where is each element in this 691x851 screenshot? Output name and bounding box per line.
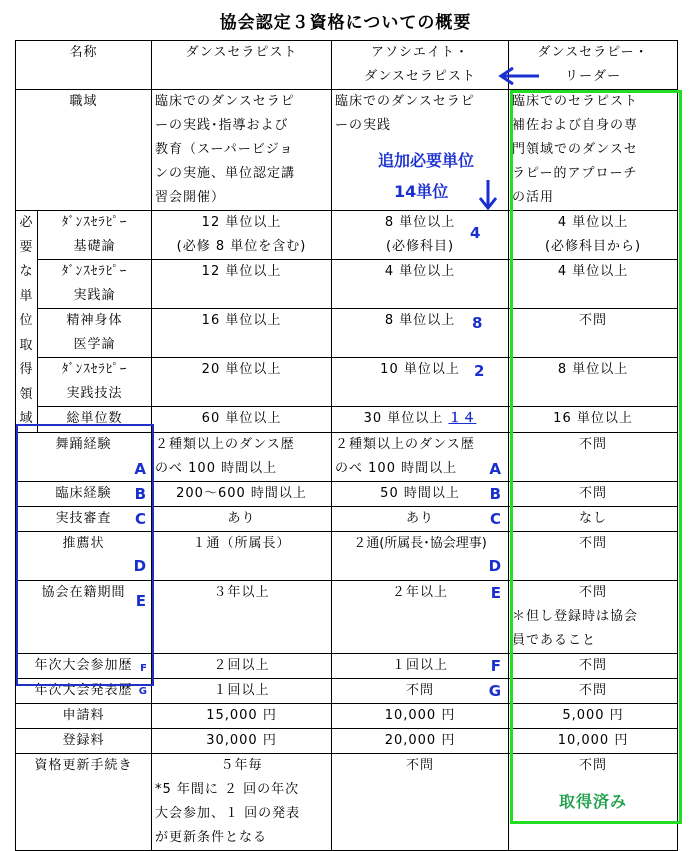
reg-fee-c2: 20,000 円 <box>332 728 509 753</box>
annual-attend-c2: １回以上 F <box>332 653 509 678</box>
unit-c2: 4 単位以上 <box>332 260 509 309</box>
recommend-c2: ２通(所属長･協会理事) D <box>332 531 509 580</box>
header-col3: ダンスセラピー・ リーダー <box>509 41 678 90</box>
down-arrow-icon <box>476 178 500 212</box>
renew-c1: ５年毎 *5 年間に ２ 回の年次 大会参加、１ 回の発表 が更新条件となる <box>152 753 332 850</box>
total-c3: 16 単位以上 <box>509 407 678 432</box>
header-col1: ダンスセラピスト <box>152 41 332 90</box>
header-row <box>16 41 678 90</box>
member-c2: ２年以上 E <box>332 580 509 653</box>
field-label: 職域 <box>16 90 152 211</box>
unit-c1: 12 単位以上 <box>152 260 332 309</box>
app-fee-label: 申請料 <box>16 703 152 728</box>
skill-c3: なし <box>509 506 678 531</box>
left-arrow-icon <box>497 64 541 88</box>
total-c1: 60 単位以上 <box>152 407 332 432</box>
annual-attend-c1: ２回以上 <box>152 653 332 678</box>
reg-fee-c3: 10,000 円 <box>509 728 678 753</box>
field-c2: 臨床でのダンスセラピ ーの実践 <box>332 90 509 211</box>
app-fee-c1: 15,000 円 <box>152 703 332 728</box>
annotation: 8 <box>472 314 484 333</box>
unit-c3: 8 単位以上 <box>509 358 678 407</box>
unit-c3: 4 単位以上 (必修科目から) <box>509 211 678 260</box>
app-fee-c3: 5,000 円 <box>509 703 678 728</box>
field-c3: 臨床でのセラピスト 補佐および自身の専 門領域でのダンスセ ラピー的アプローチ の活用 <box>509 90 678 211</box>
unit-c1: 16 単位以上 <box>152 309 332 358</box>
annual-present-c3: 不問 <box>509 678 678 703</box>
clinical-c2: 50 時間以上 B <box>332 481 509 506</box>
blue-highlight-box <box>16 424 154 686</box>
header-name: 名称 <box>16 41 152 90</box>
clinical-c3: 不問 <box>509 481 678 506</box>
unit-label: ﾀﾞﾝｽｾﾗﾋﾟｰ 基礎論 <box>38 211 152 260</box>
unit-c1: 20 単位以上 <box>152 358 332 407</box>
unit-c2: 8 単位以上 (必修科目) 4 <box>332 211 509 260</box>
page-title: 協会認定３資格についての概要 <box>219 13 472 33</box>
dance-c1: ２種類以上のダンス歴 のべ 100 時間以上 <box>152 432 332 481</box>
renew-c3: 不問 取得済み <box>509 753 678 850</box>
skill-label: 実技審査 C <box>16 506 152 531</box>
dance-c3: 不問 <box>509 432 678 481</box>
annual-present-label: 年次大会発表歴 G <box>16 678 152 703</box>
reg-fee-c1: 30,000 円 <box>152 728 332 753</box>
dance-c2: ２種類以上のダンス歴 のべ 100 時間以上 A <box>332 432 509 481</box>
annual-attend-label: 年次大会参加歴 F <box>16 653 152 678</box>
recommend-c1: １通（所属長） <box>152 531 332 580</box>
unit-group-label: 必 要 な 単 位 取 得 領 域 <box>16 211 38 433</box>
recommend-label: 推薦状 D <box>16 531 152 580</box>
member-c3: 不問 ＊但し登録時は協会 員であること <box>509 580 678 653</box>
unit-c1: 12 単位以上 (必修 8 単位を含む) <box>152 211 332 260</box>
header-col2: アソシエイト・ ダンスセラピスト <box>332 41 509 90</box>
unit-c2: 10 単位以上 2 <box>332 358 509 407</box>
unit-c3: 4 単位以上 <box>509 260 678 309</box>
app-fee-c2: 10,000 円 <box>332 703 509 728</box>
unit-label: 精神身体 医学論 <box>38 309 152 358</box>
acquired-label: 取得済み <box>559 791 628 811</box>
renew-label: 資格更新手続き <box>16 753 152 850</box>
annotation: １４ <box>448 411 477 427</box>
total-label: 総単位数 <box>38 407 152 432</box>
clinical-label: 臨床経験 B <box>16 481 152 506</box>
recommend-c3: 不問 <box>509 531 678 580</box>
green-highlight-box <box>510 90 682 824</box>
total-c2: 30 単位以上 １４ <box>332 407 509 432</box>
clinical-c1: 200～600 時間以上 <box>152 481 332 506</box>
unit-label: ﾀﾞﾝｽｾﾗﾋﾟｰ 実践技法 <box>38 358 152 407</box>
skill-c2: あり C <box>332 506 509 531</box>
member-c1: ３年以上 <box>152 580 332 653</box>
dance-label: 舞踊経験 A <box>16 432 152 481</box>
unit-c3: 不問 <box>509 309 678 358</box>
additional-units-annotation: 追加必要単位 14単位 <box>378 151 475 201</box>
annual-attend-c3: 不問 <box>509 653 678 678</box>
reg-fee-label: 登録料 <box>16 728 152 753</box>
annual-present-c1: １回以上 <box>152 678 332 703</box>
renew-c2: 不問 <box>332 753 509 850</box>
skill-c1: あり <box>152 506 332 531</box>
unit-c2: 8 単位以上 8 <box>332 309 509 358</box>
annotation: 4 <box>470 224 482 242</box>
annual-present-c2: 不問 G <box>332 678 509 703</box>
field-c1: 臨床でのダンスセラピ ーの実践･指導および 教育（スーパービジョ ンの実施、単位認定講 習会開催） <box>152 90 332 211</box>
unit-label: ﾀﾞﾝｽｾﾗﾋﾟｰ 実践論 <box>38 260 152 309</box>
annotation: 2 <box>474 362 486 381</box>
member-label: 協会在籍期間 E <box>16 580 152 653</box>
